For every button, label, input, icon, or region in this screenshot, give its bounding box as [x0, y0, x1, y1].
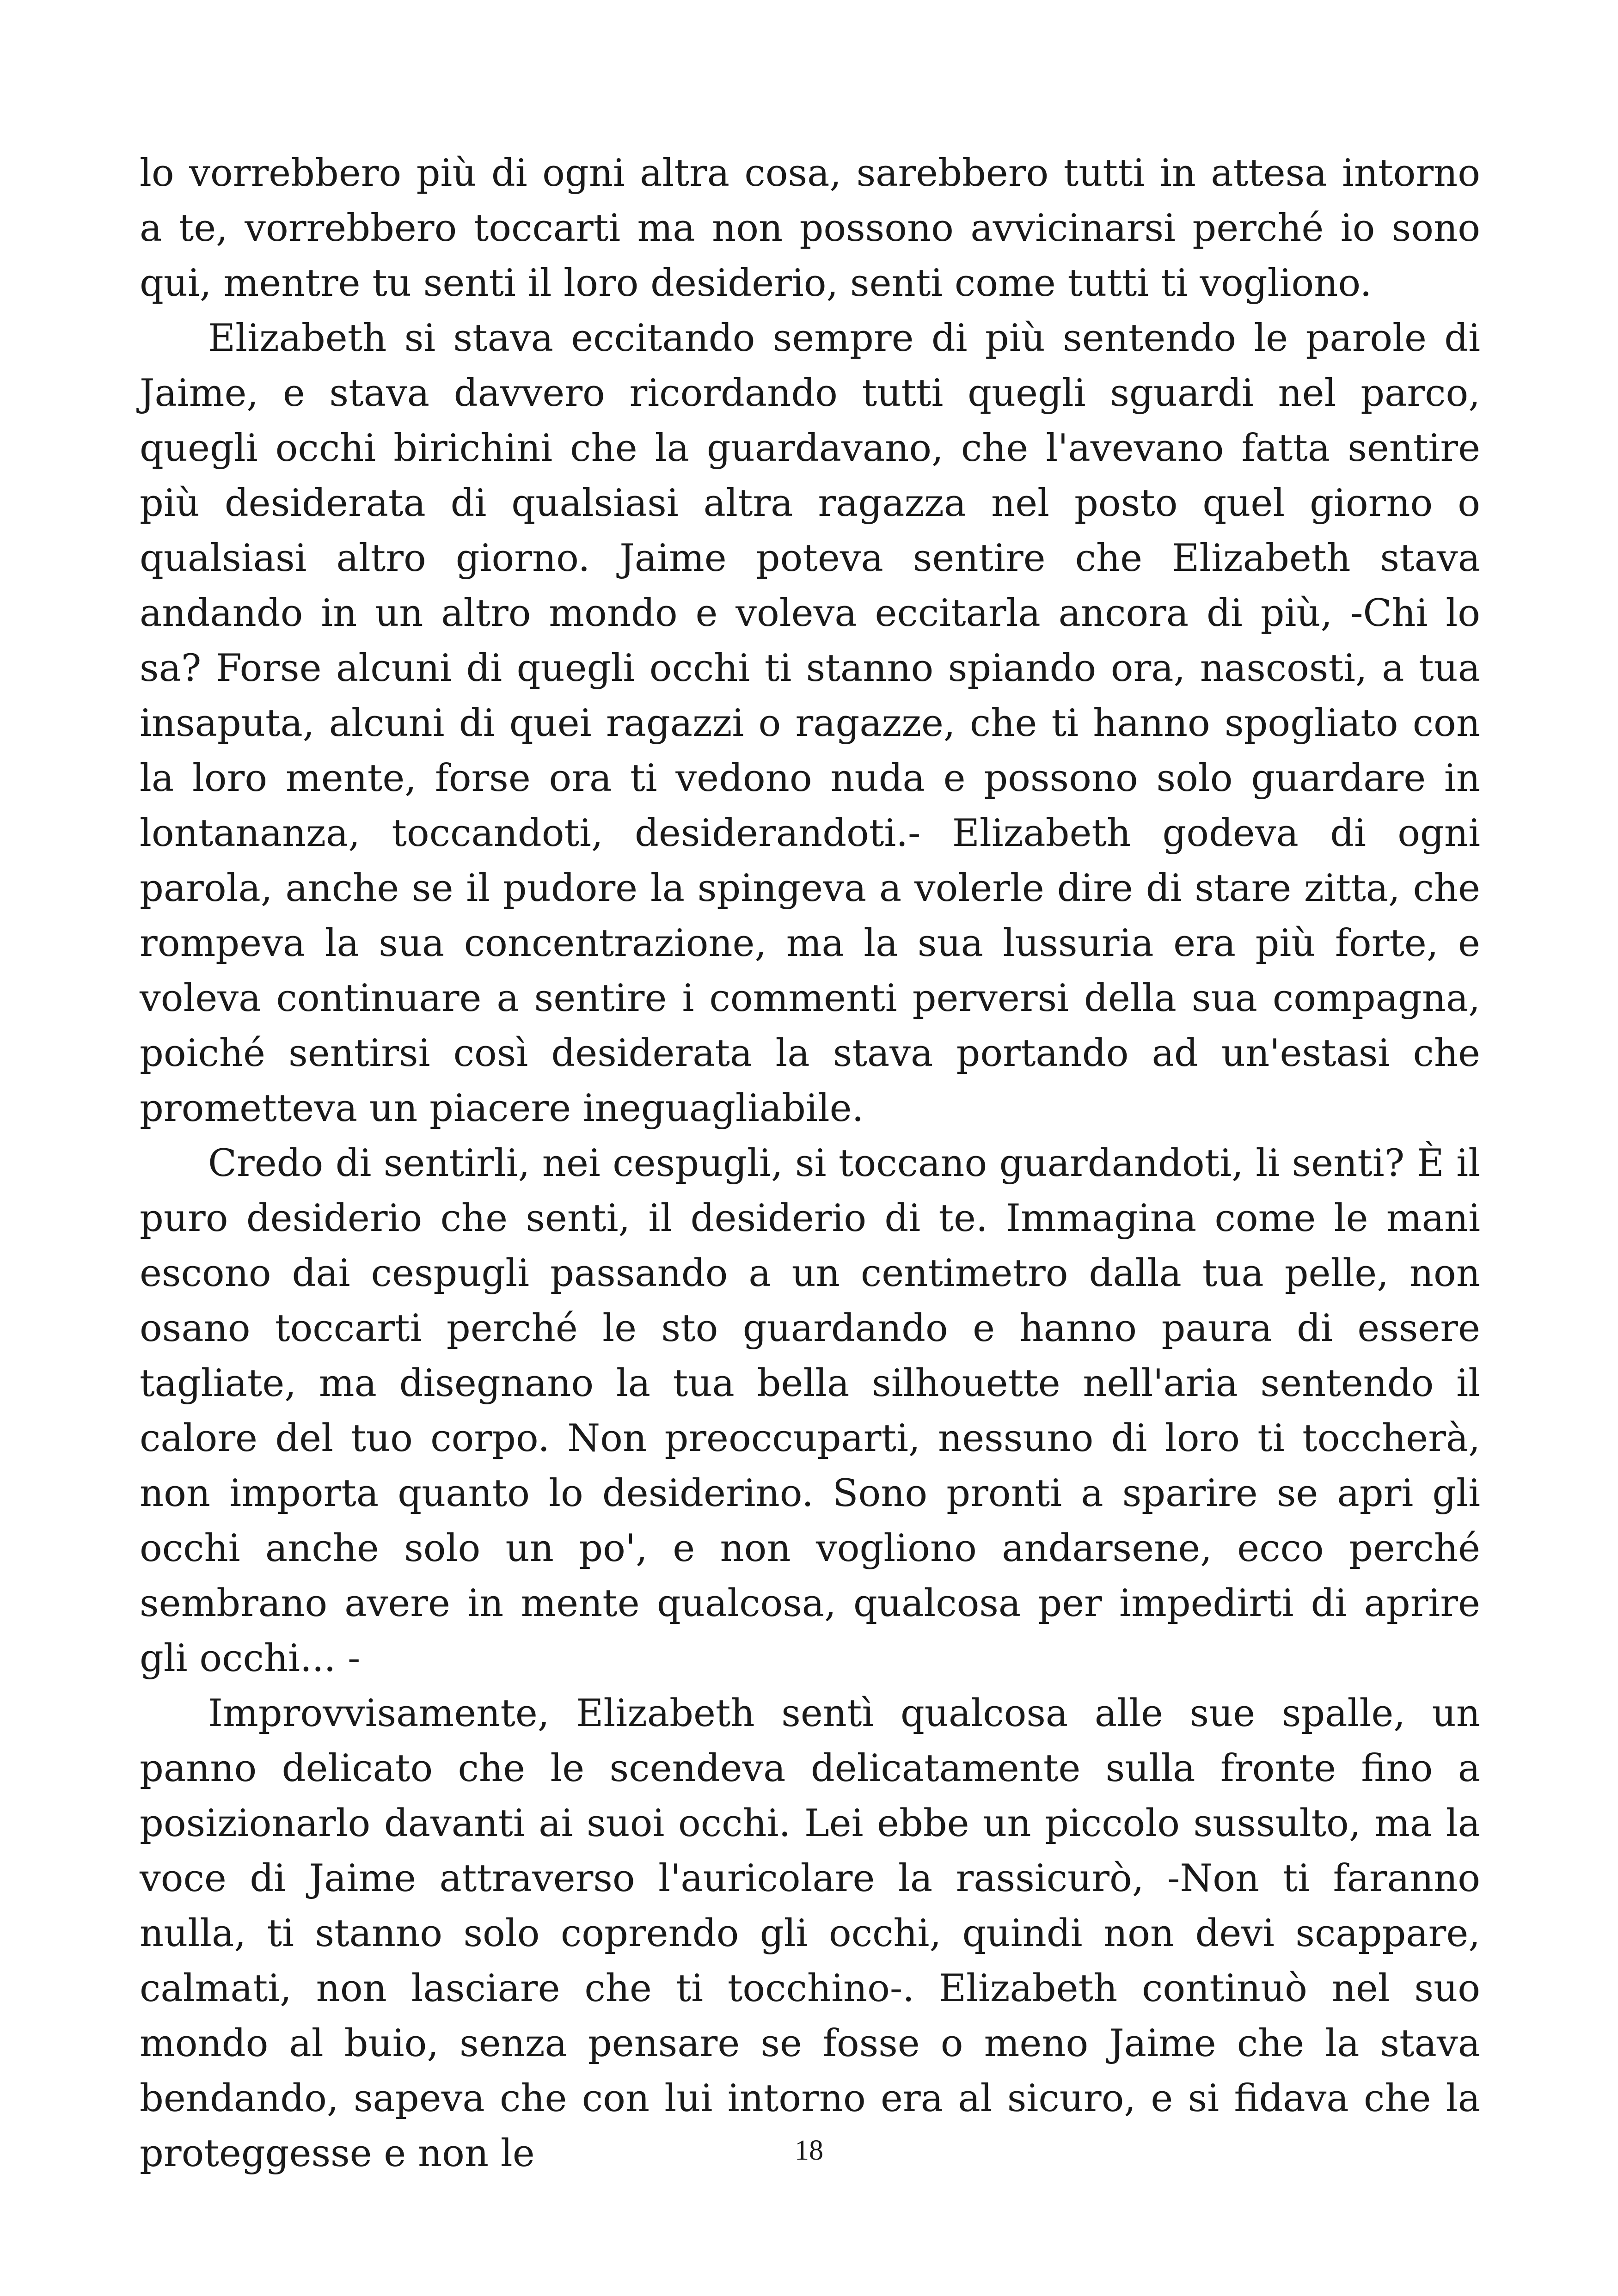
- paragraph: Improvvisamente, Elizabeth sentì qualcosa alle sue spalle, un panno delicato che le scendeva delicatamente sulla fronte fino a posizionarlo davanti ai suoi occhi. Lei ebbe un piccolo sussulto, ma la voce di Jaime attraverso l'auricolare la rassicurò, -Non ti faranno nulla, ti stanno solo coprendo gli occhi, quindi non devi scappare, calmati, non lasciare che ti tocchino-. Elizabeth continuò nel suo mondo al buio, senza pensare se fosse o meno Jaime che la stava bendando, sapeva che con lui intorno era al sicuro, e si fidava che la proteggesse e non le: [140, 1692, 1480, 2175]
- page-number: 18: [795, 2135, 823, 2166]
- paragraph: Elizabeth si stava eccitando sempre di più sentendo le parole di Jaime, e stava davvero ricordando tutti quegli sguardi nel parco, quegli occhi birichini che la guardavano, che l'avevano fatta sentire più desiderata di qualsiasi altra ragazza nel posto quel giorno o qualsiasi altro giorno. Jaime poteva sentire che Elizabeth stava andando in un altro mondo e voleva eccitarla ancora di più, -Chi lo sa? Forse alcuni di quegli occhi ti stanno spiando ora, nascosti, a tua insaputa, alcuni di quei ragazzi o ragazze, che ti hanno spogliato con la loro mente, forse ora ti vedono nuda e possono solo guardare in lontananza, toccandoti, desiderandoti.- Elizabeth godeva di ogni parola, anche se il pudore la spingeva a volerle dire di stare zitta, che rompeva la sua concentrazione, ma la sua lussuria era più forte, e voleva continuare a sentire i commenti perversi della sua compagna, poiché sentirsi così desiderata la stava portando ad un'estasi che prometteva un piacere ineguagliabile.: [140, 317, 1480, 1130]
- page-body-text: [140, 146, 1480, 2181]
- paragraph: Credo di sentirli, nei cespugli, si toccano guardandoti, li senti? È il puro desiderio che senti, il desiderio di te. Immagina come le mani escono dai cespugli passando a un centimetro dalla tua pelle, non osano toccarti perché le sto guardando e hanno paura di essere tagliate, ma disegnano la tua bella silhouette nell'aria sentendo il calore del tuo corpo. Non preoccuparti, nessuno di loro ti toccherà, non importa quanto lo desiderino. Sono pronti a sparire se apri gli occhi anche solo un po', e non vogliono andarsene, ecco perché sembrano avere in mente qualcosa, qualcosa per impedirti di aprire gli occhi... -: [140, 1142, 1480, 1680]
- paragraph-continuation: lo vorrebbero più di ogni altra cosa, sarebbero tutti in attesa intorno a te, vorrebbero toccarti ma non possono avvicinarsi perché io sono qui, mentre tu senti il loro desiderio, senti come tutti ti vogliono.: [140, 152, 1480, 305]
